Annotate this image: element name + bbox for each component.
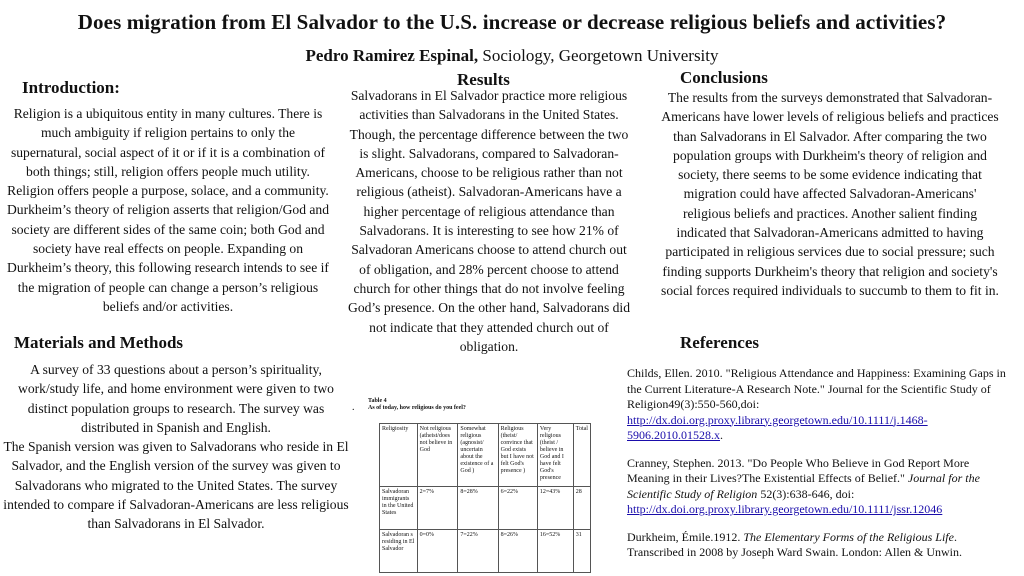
results-text: Salvadorans in El Salvador practice more religious activities than Salvadorans in the United States. Though, the percentage difference between the two is slight. Salvadorans, compared to Salvadoran-Americans, choose to be religious rather than not religious (atheist). Salvadoran-Americans have a higher percentage of religious attendance than Salvadorans. It is interesting to see how 21% of Salvadoran Americans choose to attend church out of obligation, and 28% percent choose to attend church for other things that do not involve feeling God’s presence. On the other hand, Salvadorans did not indicate that they attended church out of obligation. xyxy=(348,88,630,354)
table-cell: 16=52% xyxy=(537,530,573,573)
introduction-heading: Introduction: xyxy=(22,78,120,97)
author-name: Pedro Ramirez Espinal, xyxy=(305,46,479,65)
table-row xyxy=(380,530,591,573)
table-cell: Salvadoran immigrants in the United States xyxy=(380,487,418,530)
references-list xyxy=(627,366,1012,573)
table-label: Table 4 xyxy=(368,398,387,404)
table-header-cell: Somewhat religious (agnosist/ uncertain about the existence of a God ) xyxy=(458,424,498,487)
table-cell: 7=22% xyxy=(458,530,498,573)
reference-link[interactable]: http://dx.doi.org.proxy.library.georgetown.edu/10.1111/jssr.12046 xyxy=(627,502,943,516)
reference-item: Durkheim, Émile.1912. The Elementary Forms of the Religious Life. Transcribed in 2008 by Joseph Ward Swain. London: Allen & Unwin. xyxy=(627,529,963,559)
methods-paragraph-1: A survey of 33 questions about a person’s spirituality, work/study life, and home environment were given to two distinct population groups to research. The survey was distributed in Spanish and English. xyxy=(18,362,334,435)
religiosity-table xyxy=(379,423,591,573)
methods-paragraph-2: The Spanish version was given to Salvadorans who reside in El Salvador, and the English version of the survey was given to Salvadorans who migrated to the United States. The survey intended to compare if Salvadoran-Americans are less religious than Salvadorans in El Salvador. xyxy=(3,439,349,532)
table-cell: 28 xyxy=(573,487,590,530)
table-cell: 8=26% xyxy=(498,530,537,573)
methods-heading: Materials and Methods xyxy=(14,333,184,352)
introduction-text: Religion is a ubiquitous entity in many cultures. There is much ambiguity if religion pertains to only the supernatural, social aspect of it or if it is a combination of both things; still, religion offers people much utility. Religion offers people a purpose, solace, and a community. Durkheim’s theory of religion asserts that religion/God and society are different sides of the same coin; both God and society have real effects on people. Expanding on Durkheim’s theory, this following research intends to see if the migration of people can change a person’s religious beliefs and/or activities. xyxy=(6,106,330,314)
reference-link[interactable]: http://dx.doi.org.proxy.library.georgetown.edu/10.1111/j.1468-5906.2010.01528.x xyxy=(627,412,928,442)
author-line xyxy=(0,46,1024,66)
table-cell: Salvadoran s residing in El Salvador xyxy=(380,530,418,573)
results-heading: Results xyxy=(457,70,510,89)
methods-text xyxy=(2,360,350,534)
table-cell: 6=22% xyxy=(498,487,537,530)
results-dot: . xyxy=(352,402,355,413)
table xyxy=(379,423,591,573)
table-caption: As of today, how religious do you feel? xyxy=(368,405,466,411)
reference-item: Cranney, Stephen. 2013. "Do People Who Believe in God Report More Meaning in their Lives?The Existential Effects of Belief." Journal for the Scientific Study of Religion 52(3):638-646, doi: http://dx.doi.org.proxy.library.georgetown.edu/10.1111/jssr.12046 xyxy=(627,455,980,516)
table-cell: 0=0% xyxy=(417,530,458,573)
reference-item: Childs, Ellen. 2010. "Religious Attendance and Happiness: Examining Gaps in the Current Literature-A Research Note." Journal for the Scientific Study of Religion49(3):550-560,doi: http://dx.doi.org.proxy.library.georgetown.edu/10.1111/j.1468-5906.2010.01528.x. xyxy=(627,366,1006,442)
table-header-cell: Very religious (theist / believe in God and I have felt God's presence xyxy=(537,424,573,487)
conclusions-heading: Conclusions xyxy=(680,68,768,87)
table-header-cell: Not religious (atheist/does not believe in God xyxy=(417,424,458,487)
table-row xyxy=(380,487,591,530)
table-cell: 31 xyxy=(573,530,590,573)
table-cell: 2=7% xyxy=(417,487,458,530)
table-header-row xyxy=(380,424,591,487)
table-header-cell: Total xyxy=(573,424,590,487)
table-cell: 8=28% xyxy=(458,487,498,530)
conclusions-text: The results from the surveys demonstrated that Salvadoran-Americans have lower levels of religious beliefs and practices than Salvadorans in El Salvador. After comparing the two population groups with Durkheim's theory of religion and society, there seems to be some evidence indicating that migration could have affected Salvadoran-Americans' religious beliefs and practices. Another salient finding indicated that Salvadoran-Americans admitted to having participated in religious services due to social pressure; such finding supports Durkheim's theory that religion and society's social forces required individuals to succumb to them to fit in. xyxy=(661,90,999,298)
table-header-cell: Religious (theist/ convince that God exists but I have not felt God's presence ) xyxy=(498,424,537,487)
table-header-cell: Religiosity xyxy=(380,424,418,487)
poster-title: Does migration from El Salvador to the U.S. increase or decrease religious beliefs and activities? xyxy=(77,10,947,34)
references-heading: References xyxy=(680,333,759,352)
table-cell: 12=43% xyxy=(537,487,573,530)
author-affiliation: Sociology, Georgetown University xyxy=(478,46,719,65)
